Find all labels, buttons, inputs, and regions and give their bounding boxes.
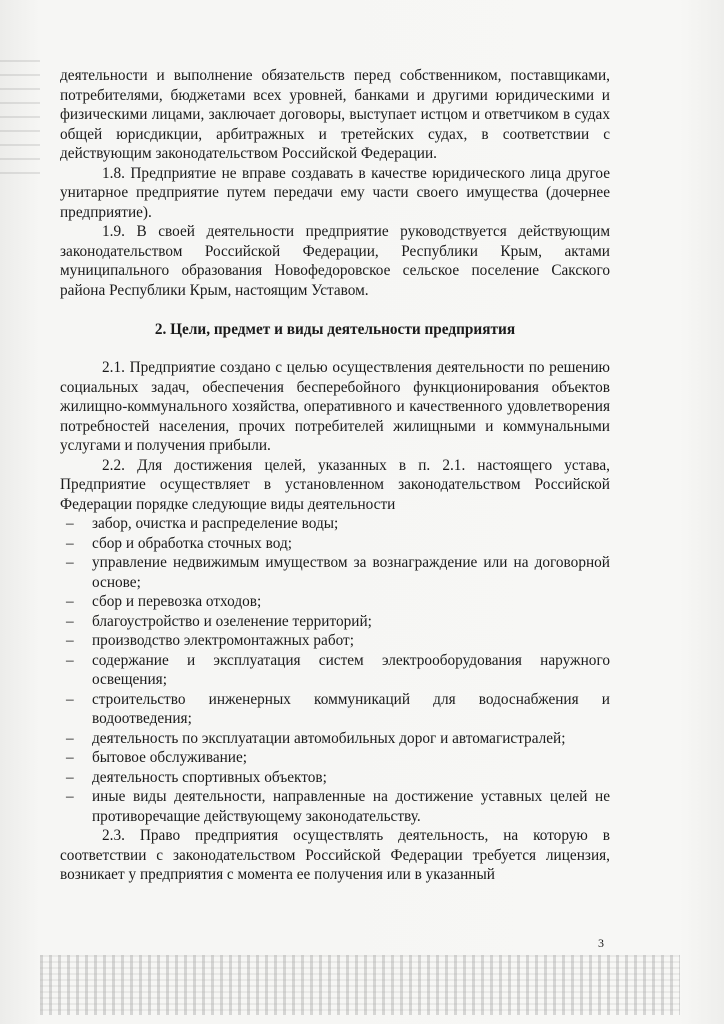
- list-item: – производство электромонтажных работ;: [60, 631, 610, 651]
- list-item: – иные виды деятельности, направленные на достижение уставных целей не противоречащие действующему законодательству.: [60, 787, 610, 826]
- paragraph-2-3: 2.3. Право предприятия осуществлять деятельность, на которую в соответствии с законодательством Российской Федерации требуется лицензия, возникает у предприятия с момента ее получения или в указанный: [60, 827, 610, 883]
- list-item: – бытовое обслуживание;: [60, 748, 610, 768]
- paragraph-continuation: деятельности и выполнение обязательств перед собственником, поставщиками, потребителями, бюджетами всех уровней, банками и другими юридическими и физическими лицами, заключает договоры, выступает истцом и ответчиком в судах общей юрисдикции, арбитражных и третейских судах, в соответствии с действующим законодательством Российской Федерации.: [60, 67, 610, 162]
- document-body: [60, 66, 610, 885]
- list-item: – деятельность спортивных объектов;: [60, 768, 610, 788]
- paragraph-1-8: 1.8. Предприятие не вправе создавать в качестве юридического лица другое унитарное предприятие путем передачи ему части своего имущества (дочернее предприятие).: [60, 164, 610, 221]
- scan-noise-bottom: [40, 955, 680, 1015]
- list-item: – управление недвижимым имуществом за вознаграждение или на договорной основе;: [60, 553, 610, 592]
- list-item: – деятельность по эксплуатации автомобильных дорог и автомагистралей;: [60, 729, 610, 749]
- section-title: 2. Цели, предмет и виды деятельности предприятия: [154, 321, 516, 338]
- page-number: 3: [598, 936, 604, 950]
- paragraph-2-2: 2.2. Для достижения целей, указанных в п. 2.1. настоящего устава, Предприятие осуществляет в установленном законодательством Российской Федерации порядке следующие виды деятельности: [60, 456, 610, 513]
- list-item: – благоустройство и озеленение территорий;: [60, 612, 610, 632]
- list-item: – сбор и перевозка отходов;: [60, 592, 610, 612]
- activities-list: [60, 514, 610, 826]
- scan-bleed-left: [0, 60, 40, 180]
- list-item: – содержание и эксплуатация систем электрооборудования наружного освещения;: [60, 651, 610, 690]
- paragraph-1-9: 1.9. В своей деятельности предприятие руководствуется действующим законодательством Российской Федерации, Республики Крым, актами муниципального образования Новофедоровское сельское поселение Сакского района Республики Крым, настоящим Уставом.: [60, 223, 610, 299]
- list-item: – забор, очистка и распределение воды;: [60, 514, 610, 534]
- list-item: – сбор и обработка сточных вод;: [60, 534, 610, 554]
- paragraph-2-1: 2.1. Предприятие создано с целью осуществления деятельности по решению социальных задач, обеспечения бесперебойного функционирования объектов жилищно-коммунального хозяйства, оперативного и качественного удовлетворения потребностей населения, прочих потребителей жилищными и коммунальными услугами и получения прибыли.: [60, 359, 610, 454]
- list-item: – строительство инженерных коммуникаций для водоснабжения и водоотведения;: [60, 690, 610, 729]
